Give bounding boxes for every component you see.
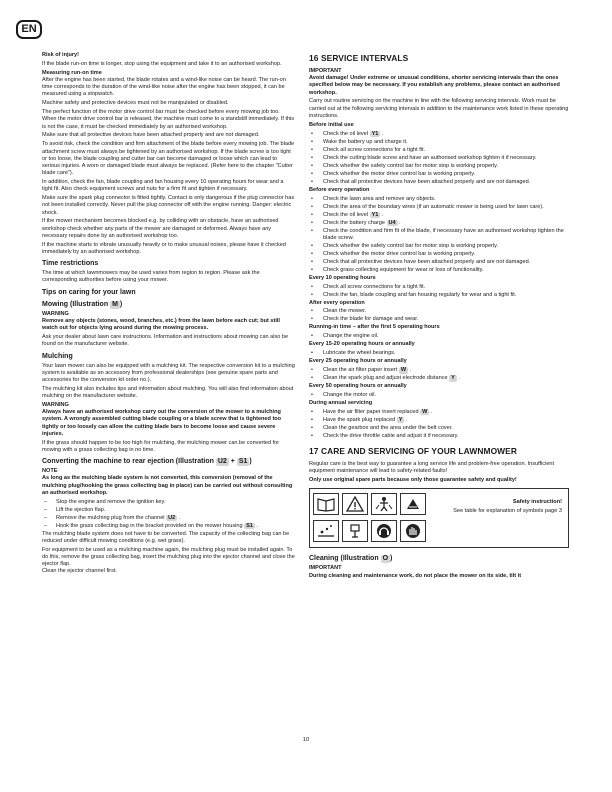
hand-blade-hazard-icon [400, 493, 426, 515]
interval-list [309, 284, 569, 299]
list-item-text: Check the blade for damage and wear. [323, 316, 419, 323]
list-item-text: Check the drive throttle cable and adjust it if necessary. [323, 432, 459, 439]
important-label: IMPORTANT [309, 565, 342, 572]
list-item: – Remove the mulching plug from the channel U2 . [42, 515, 295, 522]
list-item [309, 147, 569, 154]
list-item [309, 155, 569, 162]
illustration-ref: Y [398, 416, 403, 423]
thrown-objects-icon [313, 520, 339, 542]
list-item [309, 333, 569, 340]
interval-list [309, 131, 569, 186]
interval-heading: Before initial use [309, 121, 354, 128]
paragraph: Make sure the spark plug connector is fitted tightly. Contact is only dangerous if the plug connector has not been installed correctly. Never pull the plug connector off with the engine running. Danger: electric shock. [42, 195, 295, 216]
illustration-ref: O [382, 555, 389, 563]
keep-bystanders-away-icon [371, 493, 397, 515]
list-item: • Clean the spark plug and adjust electrode distance Y . [309, 375, 569, 382]
paragraph: In addition, check the fan, blade coupling and fan housing every 10 operating hours for wear and a tight fit. Also check equipment screws and nuts for a firm fit and tighten if necessary. [42, 179, 284, 193]
list-item-text: Clean the spark plug and adjust electrode distance [323, 375, 448, 382]
list-item-text: Check the oil level [323, 211, 369, 218]
list-item-text: Check the oil level [323, 130, 369, 137]
paragraph: Risk of injury! [42, 52, 79, 58]
interval-heading: Every 10 operating hours [309, 274, 376, 281]
important-label: IMPORTANT [309, 67, 342, 74]
paragraph: Regular care is the best way to guarantee a long service life and problem-free operation. Insufficient equipment maintenance will lead to safety-related faults! [309, 461, 555, 475]
list-item [309, 171, 569, 178]
paragraph: The mulching blade system does not have to be converted. The capacity of the collecting bag can be reduced under difficult mowing conditions (e.g. wet grass). [42, 530, 290, 544]
language-badge: EN [16, 20, 42, 39]
list-item-text: Clean the mower. [323, 308, 367, 315]
list-item-text: Change the motor oil. [323, 392, 377, 399]
list-item [309, 433, 569, 440]
important-text: Avoid damage! Under extreme or unusual conditions, shorter servicing intervals than the ones specified below may be necessary. If you establish any problems, please contact an authorised workshop. [309, 75, 560, 96]
illustration-ref: Y [451, 375, 455, 382]
list-item [309, 267, 569, 274]
paragraph: Only use original spare parts because only those guarantee safety and quality! [309, 477, 517, 484]
list-item-text: Check the cutting blade screw and have an authorised workshop tighten it if necessary. [323, 154, 537, 161]
section-title: 17 CARE AND SERVICING OF YOUR LAWNMOWER [309, 446, 518, 457]
list-item-text: Check whether the safety control bar for motor stop is working properly. [323, 242, 499, 249]
page-number: 10 [302, 737, 310, 743]
list-item [309, 196, 569, 203]
paragraph: Clean the ejector channel first. [42, 568, 117, 575]
interval-list [309, 196, 569, 274]
illustration-ref: S1 [238, 458, 248, 466]
heading-text: Cleaning (Illustration [309, 555, 379, 563]
list-item: • Have the spark plug replaced Y . [309, 417, 569, 424]
section-heading [42, 457, 295, 466]
illustration-ref: Y1 [371, 211, 379, 218]
list-item-text: Check whether the motor drive control bar is working properly. [323, 170, 476, 177]
interval-heading: After every operation [309, 299, 365, 306]
list-item-text: Lubricate the wheel bearings. [323, 350, 396, 357]
paragraph: If the grass should happen to be too high for mulching, the mulching mower can be converted for mowing with a grass collecting bag in no time. [42, 439, 280, 453]
list-item: • Check the oil level Y1 . [309, 131, 569, 138]
list-item-text: Check the fan, blade coupling and fan housing regularly for wear and a tight fit. [323, 291, 517, 298]
list-item: – Hook the grass collecting bag in the bracket provided on the mower housing S1 . [42, 523, 295, 530]
interval-list [309, 333, 569, 340]
list-item-text: Have the spark plug replaced [323, 416, 396, 423]
illustration-ref: S1 [246, 522, 253, 529]
section-title: 16 SERVICE INTERVALS [309, 53, 409, 63]
list-item [309, 179, 569, 186]
list-item [309, 316, 569, 323]
interval-list [309, 409, 569, 440]
interval-list [309, 308, 569, 323]
interval-heading: Running-in time – after the first 5 operating hours [309, 324, 440, 331]
interval-heading: During annual servicing [309, 400, 373, 407]
interval-list [309, 350, 569, 357]
list-item-text: Check whether the safety control bar for motor stop is working properly. [323, 162, 499, 169]
paragraph: Your lawn mower can also be equipped with a mulching kit. The respective conversion kit to a mulching system is available as an accessory from professional dealerships (see genuine spare parts and accessories for the conversion kit order no.). [42, 362, 295, 384]
remove-spark-plug-icon [342, 520, 368, 542]
list-item-text: Check that all protective devices have been attached properly and are not damaged. [323, 178, 531, 185]
list-item-text: Clean the air filter paper insert [323, 367, 398, 374]
list-item-text: Change the engine oil. [323, 333, 379, 340]
list-item-text: Check grass collecting equipment for wear or loss of functionality. [323, 266, 484, 273]
note-label: NOTE [42, 468, 58, 475]
list-item [309, 425, 569, 432]
list-item-text: Check the lawn area and remove any objects. [323, 195, 436, 202]
interval-list [309, 392, 569, 399]
heading-text: Mowing (Illustration [42, 300, 109, 308]
section-heading: Mulching [42, 352, 73, 360]
list-item-text: Check the battery charge [323, 219, 385, 226]
paragraph: Ask your dealer about lawn care instructions. Information and instructions about mowing can also be found on the manufacturer website. [42, 334, 289, 348]
paragraph: To avoid risk, check the condition and firm attachment of the blade before every mowing job. The blade attachment screw must always be tightened by an authorised workshop. If the blade screw is too tight or too loose, the blade coupling and cutter bar can become damaged or loose which can lead to serious injuries. A worn or damaged blade must always be replaced. (Refer here to the chapter "Cutter blade care"). [42, 141, 295, 177]
illustration-ref: U4 [388, 219, 396, 226]
illustration-ref: W [400, 367, 407, 374]
paragraph: The time at which lawnmowers may be used varies from region to region. Please ask the corresponding authorities before using your mower. [42, 270, 260, 284]
protective-gloves-icon [400, 520, 426, 542]
section-heading: Time restrictions [42, 260, 99, 268]
interval-list [309, 367, 569, 382]
list-item [309, 163, 569, 170]
paragraph-heading: Measuring run-on time [42, 69, 102, 76]
heading-text: ) [119, 300, 123, 308]
list-item: • Check the battery charge U4 . [309, 220, 569, 227]
warning-text: Remove any objects (stones, wood, branches, etc.) from the lawn before each cut; but still watch out for objects lying around during the mowing process. [42, 318, 280, 332]
interval-heading: Before every operation [309, 186, 370, 193]
section-heading: Tips on caring for your lawn [42, 288, 136, 296]
list-item [309, 243, 569, 250]
read-manual-icon [313, 493, 339, 515]
list-item-text: Check the area of the boundary wires (if an automatic mower is being used for lawn care). [323, 203, 544, 210]
illustration-ref: U2 [168, 514, 176, 521]
list-item-text: Check the condition and firm fit of the blade, if necessary have an authorised workshop tighten the blade screw. [323, 227, 564, 241]
paragraph: After the engine has been started, the blade rotates and a wind-like noise can be heard. The run-on time corresponds to the duration of the wind-like noise after the engine has been stopped, it can be measured using a stopwatch. [42, 76, 286, 98]
paragraph: The perfect function of the motor drive control bar must be checked before every mowing job too. When the motor drive control bar is released, the machine must come to a standstill immediately. If this is not the case, it must be checked immediately by an authorised workshop. [42, 109, 295, 130]
paragraph: For equipment to be used as a mulching machine again, the mulching plug must be installed again. To do this, remove the grass collecting bag, insert the mulching plug into the ejector channel and close the ejector flap. [42, 546, 295, 568]
illustration-ref: U2 [217, 458, 227, 466]
important-text: During cleaning and maintenance work, do not place the mower on its side, tilt it [309, 572, 522, 579]
caution-warning-icon [342, 493, 368, 515]
list-item: • Clean the air filter paper insert W . [309, 367, 569, 374]
left-column [42, 52, 295, 577]
list-item-text: Have the air filter paper insert replaced [323, 408, 419, 415]
list-item [309, 350, 569, 357]
list-item [309, 308, 569, 315]
heading-text: ) [390, 555, 393, 563]
safety-text: See table for explanation of symbols page 3 [453, 507, 562, 514]
section-heading [42, 300, 295, 309]
list-item: – Stop the engine and remove the ignition key. [42, 499, 295, 506]
paragraph: Make sure that all protective devices have been attached properly and are not damaged. [42, 132, 260, 139]
list-item [309, 292, 569, 299]
illustration-ref: M [112, 300, 118, 308]
list-item-text: Wake the battery up and charge it. [323, 138, 408, 145]
warning-text: Always have an authorised workshop carry out the conversion of the mower to a mulching system. A wrongly assembled cutting blade coupling or a blade screw that is tightened too tightly or too loosely can allow the cutting blade bars to become loose and cause severe injuries. [42, 409, 282, 437]
interval-heading: Every 25 operating hours or annually [309, 358, 407, 365]
warning-label: WARNING [42, 402, 69, 409]
list-item: • Have the air filter paper insert replaced W . [309, 409, 569, 416]
list-item-text: Check all screw connections for a tight fit. [323, 146, 426, 153]
illustration-ref: Y1 [371, 130, 379, 137]
hearing-protection-icon [371, 520, 397, 542]
paragraph: If the mower mechanism becomes blocked e.g. by colliding with an obstacle, have an authorised workshop check whether any parts of the mower are damaged or deformed. Always have any necessary repairs done by an authorised workshop too. [42, 218, 279, 239]
paragraph: The mulching kit also includes tips and information about mulching. You will also find information about mulching on the manufacturer website. [42, 385, 294, 400]
list-item [309, 251, 569, 258]
list-item [309, 259, 569, 266]
list-item-text: Check whether the motor drive control bar is working properly. [323, 250, 476, 257]
interval-heading: Every 15-20 operating hours or annually [309, 341, 415, 348]
list-item [309, 392, 569, 399]
safety-title: Safety instruction! [512, 499, 562, 506]
paragraph: If the blade run-on time is longer, stop using the equipment and take it to an authorised workshop. [42, 60, 282, 67]
interval-heading: Every 50 operating hours or annually [309, 383, 407, 390]
heading-text: Converting the machine to rear ejection (Illustration [42, 458, 214, 466]
safety-pictograms [310, 489, 435, 547]
list-item-text: Check all screw connections for a tight fit. [323, 283, 426, 290]
note-text: As long as the mulching blade system is not converted, this conversion (removal of the mulching plug/hooking the grass collecting bag in place) can be carried out without consulting an authorised workshop. [42, 475, 293, 496]
list-item-text: Clean the gearbox and the area under the belt cover. [323, 424, 453, 431]
list-item-text: Check that all protective devices have been attached properly and are not damaged. [323, 258, 531, 265]
right-column [309, 51, 569, 582]
list-item [309, 228, 569, 242]
warning-label: WARNING [42, 310, 69, 317]
list-item: • Check the oil level Y1 . [309, 212, 569, 219]
paragraph: Machine safety and protective devices must not be manipulated or disabled. [42, 100, 229, 107]
safety-note [435, 489, 568, 547]
paragraph: If the machine starts to vibrate unusually heavily or to make unusual noises, please have it checked immediately by an authorised workshop. [42, 241, 286, 255]
list-item [309, 204, 569, 211]
list-item [309, 139, 569, 146]
heading-text: ) [249, 458, 252, 466]
list-item [309, 284, 569, 291]
illustration-ref: W [422, 408, 428, 415]
paragraph: Carry out routine servicing on the machine in line with the following servicing intervals. Work must be carried out at the following servicing intervals in addition to the maintenance work listed in these operating instructions. [309, 98, 569, 119]
safety-instruction-box [309, 488, 569, 548]
step-list [42, 499, 295, 530]
list-item: – Lift the ejection flap. [42, 507, 295, 514]
section-heading [309, 554, 569, 563]
heading-text: + [230, 458, 235, 466]
